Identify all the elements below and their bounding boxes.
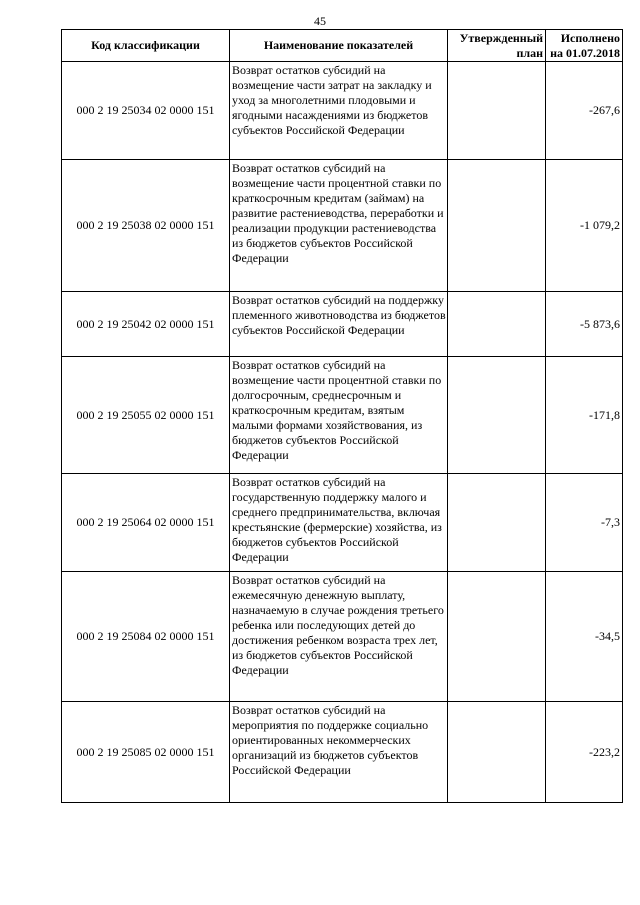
row-plan xyxy=(448,702,546,803)
row-plan xyxy=(448,474,546,572)
page-number: 45 xyxy=(314,14,326,28)
table-row xyxy=(62,474,623,572)
row-plan xyxy=(448,160,546,292)
budget-table xyxy=(61,29,623,803)
row-fact: -171,8 xyxy=(546,357,623,474)
row-name: Возврат остатков субсидий на возмещение части процентной ставки по краткосрочным кредитам (займам) на развитие растениеводства, переработки и реализации продукции растениеводства из бюджетов субъектов Российской Федерации xyxy=(230,160,448,292)
row-plan xyxy=(448,357,546,474)
row-name: Возврат остатков субсидий на мероприятия по поддержке социально ориентированных некоммерческих организаций из бюджетов субъектов Российской Федерации xyxy=(230,702,448,803)
row-plan xyxy=(448,572,546,702)
row-code: 000 2 19 25084 02 0000 151 xyxy=(62,572,230,702)
header-code: Код классификации xyxy=(62,30,230,62)
row-code: 000 2 19 25055 02 0000 151 xyxy=(62,357,230,474)
row-fact: -7,3 xyxy=(546,474,623,572)
table-row xyxy=(62,160,623,292)
row-name: Возврат остатков субсидий на государственную поддержку малого и среднего предпринимательства, включая крестьянские (фермерские) хозяйства, из бюджетов субъектов Российской Федерации xyxy=(230,474,448,572)
row-fact: -5 873,6 xyxy=(546,292,623,357)
row-plan xyxy=(448,62,546,160)
row-code: 000 2 19 25085 02 0000 151 xyxy=(62,702,230,803)
row-plan xyxy=(448,292,546,357)
header-fact: Исполнено на 01.07.2018 xyxy=(546,30,623,62)
row-name: Возврат остатков субсидий на возмещение части затрат на закладку и уход за многолетними плодовыми и ягодными насаждениями из бюджетов субъектов Российской Федерации xyxy=(230,62,448,160)
row-name: Возврат остатков субсидий на ежемесячную денежную выплату, назначаемую в случае рождения третьего ребенка или последующих детей до достижения ребенком возраста трех лет, из бюджетов субъектов Российской Федерации xyxy=(230,572,448,702)
table-body xyxy=(62,62,623,803)
table-header xyxy=(62,30,623,62)
row-code: 000 2 19 25064 02 0000 151 xyxy=(62,474,230,572)
row-code: 000 2 19 25038 02 0000 151 xyxy=(62,160,230,292)
header-plan: Утвержденный план xyxy=(448,30,546,62)
row-fact: -34,5 xyxy=(546,572,623,702)
row-fact: -223,2 xyxy=(546,702,623,803)
table-row xyxy=(62,62,623,160)
table-row xyxy=(62,292,623,357)
header-name: Наименование показателей xyxy=(230,30,448,62)
row-name: Возврат остатков субсидий на поддержку племенного животноводства из бюджетов субъектов Российской Федерации xyxy=(230,292,448,357)
row-fact: -267,6 xyxy=(546,62,623,160)
row-code: 000 2 19 25042 02 0000 151 xyxy=(62,292,230,357)
row-name: Возврат остатков субсидий на возмещение части процентной ставки по долгосрочным, среднесрочным и краткосрочным кредитам, взятым малыми формами хозяйствования, из бюджетов субъектов Российской Федерации xyxy=(230,357,448,474)
row-fact: -1 079,2 xyxy=(546,160,623,292)
table-row xyxy=(62,702,623,803)
table-row xyxy=(62,357,623,474)
row-code: 000 2 19 25034 02 0000 151 xyxy=(62,62,230,160)
table-row xyxy=(62,572,623,702)
